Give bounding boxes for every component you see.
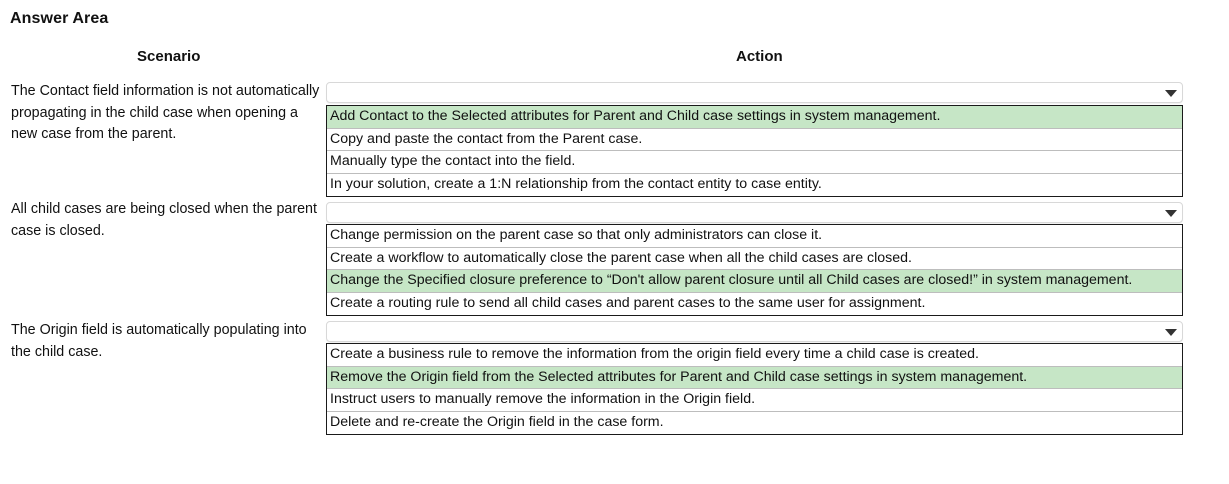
chevron-down-icon[interactable] [1165, 329, 1177, 336]
action-option[interactable]: Copy and paste the contact from the Parent case. [327, 129, 1182, 152]
action-option[interactable]: Remove the Origin field from the Selected attributes for Parent and Child case settings in system management. [327, 367, 1182, 390]
action-option[interactable]: Change the Specified closure preference to “Don't allow parent closure until all Child cases are closed!” in system management. [327, 270, 1182, 293]
answer-area-title: Answer Area [10, 10, 109, 27]
scenario-text-3: The Origin field is automatically populating into the child case. [11, 322, 307, 360]
chevron-down-icon[interactable] [1165, 90, 1177, 97]
action-option[interactable]: Create a workflow to automatically close the parent case when all the child cases are closed. [327, 248, 1182, 271]
action-column-header: Action [736, 48, 783, 65]
action-options-3 [326, 343, 1183, 435]
action-option[interactable]: In your solution, create a 1:N relationship from the contact entity to case entity. [330, 175, 822, 192]
action-option[interactable]: Create a business rule to remove the information from the origin field every time a child case is created. [327, 344, 1182, 367]
action-options-1 [326, 105, 1183, 197]
action-option[interactable]: Delete and re-create the Origin field in the case form. [330, 413, 664, 430]
chevron-down-icon[interactable] [1165, 210, 1177, 217]
scenario-column-header: Scenario [137, 48, 201, 65]
action-option[interactable]: Instruct users to manually remove the information in the Origin field. [327, 389, 1182, 412]
scenario-text-1: The Contact field information is not automatically propagating in the child case when opening a new case from the parent. [11, 83, 320, 142]
action-dropdown-3[interactable] [326, 321, 1183, 342]
action-option[interactable]: Manually type the contact into the field. [327, 151, 1182, 174]
scenario-text-2: All child cases are being closed when the parent case is closed. [11, 201, 317, 239]
action-option[interactable]: Add Contact to the Selected attributes for Parent and Child case settings in system management. [327, 106, 1182, 129]
action-dropdown-2[interactable] [326, 202, 1183, 223]
action-dropdown-1[interactable] [326, 82, 1183, 103]
action-option[interactable]: Change permission on the parent case so that only administrators can close it. [327, 225, 1182, 248]
action-option[interactable]: Create a routing rule to send all child cases and parent cases to the same user for assignment. [330, 294, 926, 311]
action-options-2 [326, 224, 1183, 316]
